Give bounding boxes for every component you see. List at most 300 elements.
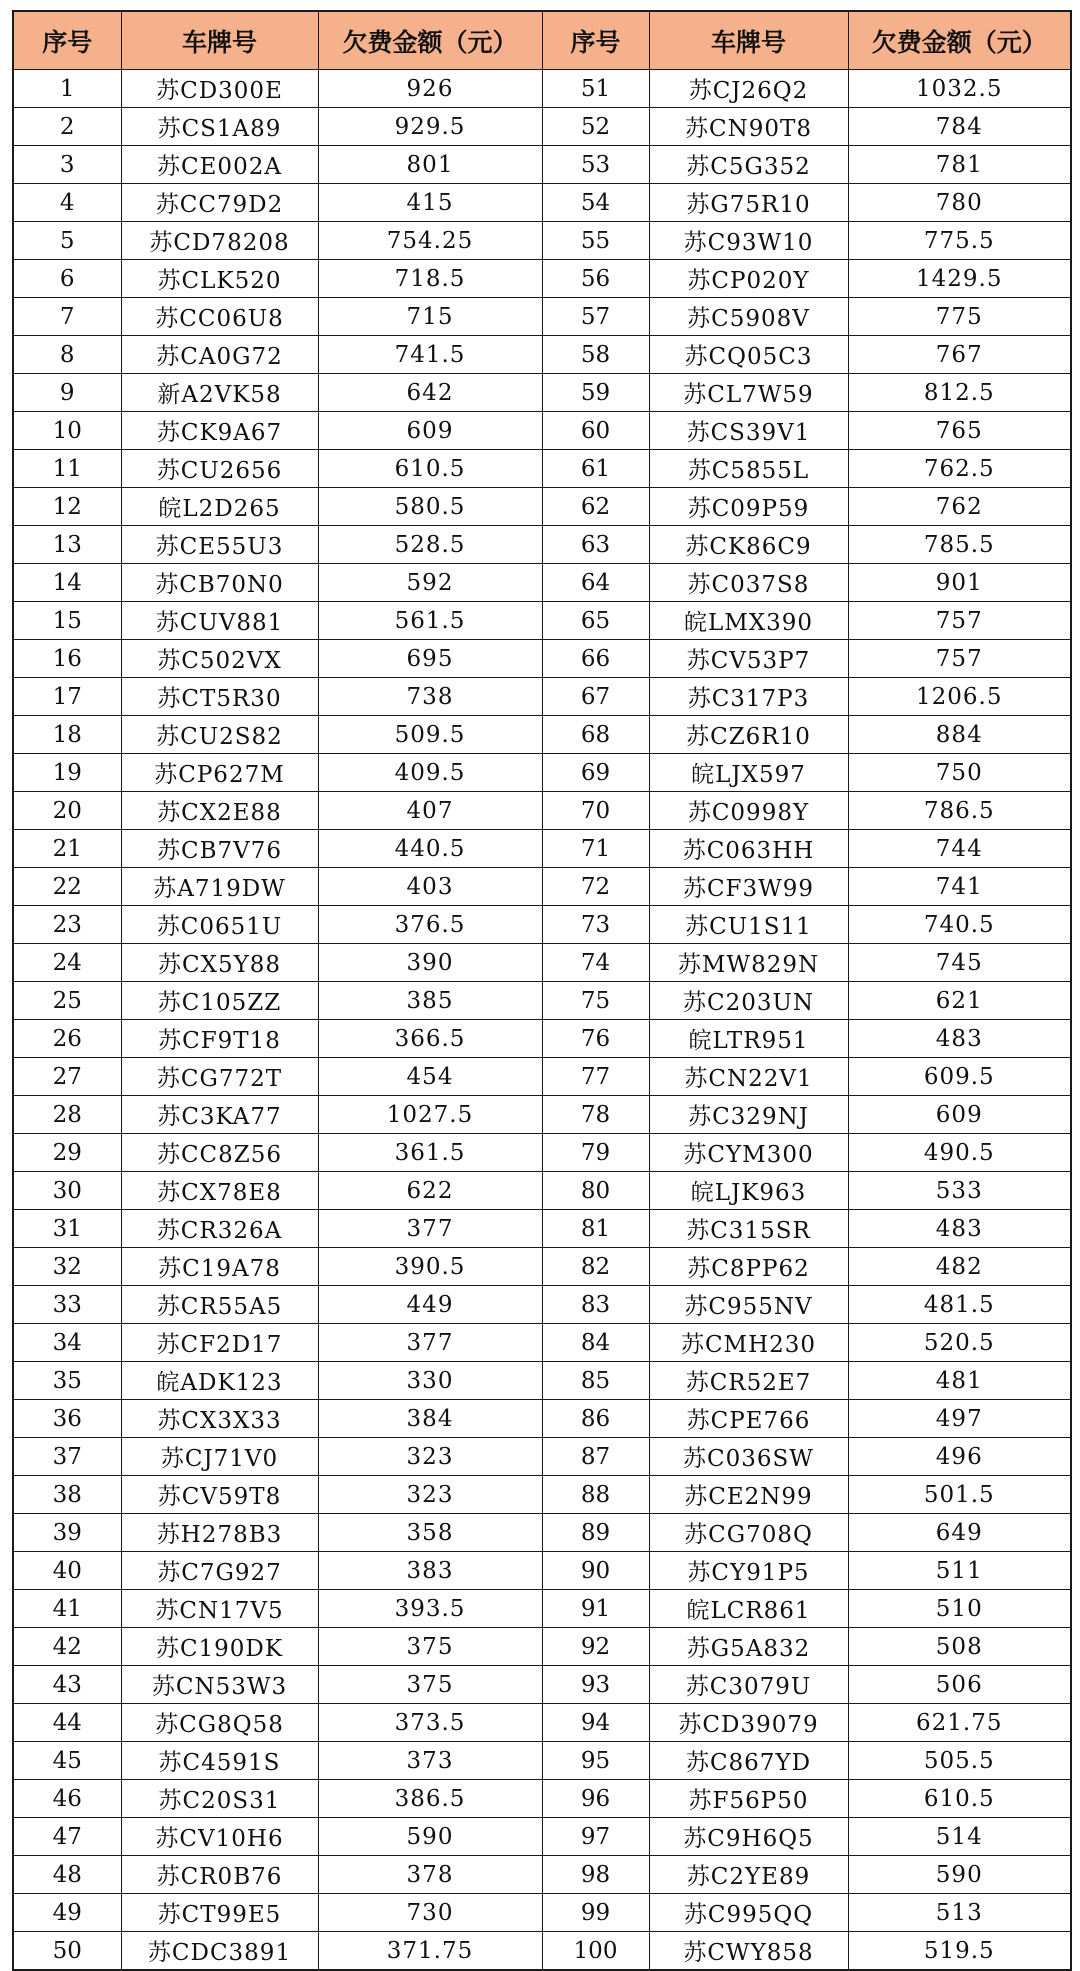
index-cell: 61 [542, 450, 649, 488]
table-row [13, 1438, 1071, 1476]
amount-cell: 738 [318, 678, 542, 716]
header-amount: 欠费金额（元） [848, 11, 1071, 70]
index-cell: 19 [13, 754, 121, 792]
index-cell: 96 [542, 1780, 649, 1818]
amount-cell: 762.5 [848, 450, 1071, 488]
plate-cell: 苏CX3X33 [121, 1400, 318, 1438]
plate-cell: 苏CN53W3 [121, 1666, 318, 1704]
amount-cell: 415 [318, 184, 542, 222]
index-cell: 59 [542, 374, 649, 412]
index-cell: 93 [542, 1666, 649, 1704]
plate-cell: 苏CC79D2 [121, 184, 318, 222]
plate-cell: 苏C329NJ [649, 1096, 848, 1134]
amount-cell: 929.5 [318, 108, 542, 146]
table-row [13, 1020, 1071, 1058]
plate-cell: 苏CX78E8 [121, 1172, 318, 1210]
amount-cell: 375 [318, 1666, 542, 1704]
plate-cell: 苏A719DW [121, 868, 318, 906]
amount-cell: 361.5 [318, 1134, 542, 1172]
table-row [13, 564, 1071, 602]
table-row [13, 944, 1071, 982]
plate-cell: 苏CX2E88 [121, 792, 318, 830]
amount-cell: 741.5 [318, 336, 542, 374]
index-cell: 75 [542, 982, 649, 1020]
plate-cell: 苏CPE766 [649, 1400, 848, 1438]
index-cell: 84 [542, 1324, 649, 1362]
index-cell: 11 [13, 450, 121, 488]
plate-cell: 苏C5G352 [649, 146, 848, 184]
table-row [13, 1818, 1071, 1856]
table-row [13, 412, 1071, 450]
plate-cell: 新A2VK58 [121, 374, 318, 412]
plate-cell: 皖LJK963 [649, 1172, 848, 1210]
amount-cell: 528.5 [318, 526, 542, 564]
index-cell: 72 [542, 868, 649, 906]
plate-cell: 苏C203UN [649, 982, 848, 1020]
plate-cell: 苏CE55U3 [121, 526, 318, 564]
plate-cell: 苏C3KA77 [121, 1096, 318, 1134]
amount-cell: 767 [848, 336, 1071, 374]
table-row [13, 1134, 1071, 1172]
amount-cell: 561.5 [318, 602, 542, 640]
index-cell: 32 [13, 1248, 121, 1286]
plate-cell: 苏CC8Z56 [121, 1134, 318, 1172]
table-row [13, 830, 1071, 868]
amount-cell: 1206.5 [848, 678, 1071, 716]
index-cell: 55 [542, 222, 649, 260]
plate-cell: 苏C315SR [649, 1210, 848, 1248]
index-cell: 82 [542, 1248, 649, 1286]
plate-cell: 苏CK86C9 [649, 526, 848, 564]
table-row [13, 1666, 1071, 1704]
plate-cell: 苏CA0G72 [121, 336, 318, 374]
plate-cell: 苏C0651U [121, 906, 318, 944]
plate-cell: 皖LMX390 [649, 602, 848, 640]
amount-cell: 781 [848, 146, 1071, 184]
index-cell: 83 [542, 1286, 649, 1324]
amount-cell: 386.5 [318, 1780, 542, 1818]
index-cell: 40 [13, 1552, 121, 1590]
amount-cell: 376.5 [318, 906, 542, 944]
amount-cell: 403 [318, 868, 542, 906]
plate-cell: 苏CU1S11 [649, 906, 848, 944]
amount-cell: 497 [848, 1400, 1071, 1438]
plate-cell: 苏CDC3891 [121, 1932, 318, 1971]
index-cell: 56 [542, 260, 649, 298]
plate-cell: 苏CR55A5 [121, 1286, 318, 1324]
index-cell: 58 [542, 336, 649, 374]
table-row [13, 1894, 1071, 1932]
amount-cell: 610.5 [848, 1780, 1071, 1818]
plate-cell: 苏C5855L [649, 450, 848, 488]
plate-cell: 苏CC06U8 [121, 298, 318, 336]
index-cell: 73 [542, 906, 649, 944]
amount-cell: 801 [318, 146, 542, 184]
arrears-table [12, 10, 1072, 1971]
index-cell: 18 [13, 716, 121, 754]
index-cell: 23 [13, 906, 121, 944]
plate-cell: 苏C20S31 [121, 1780, 318, 1818]
table-row [13, 1362, 1071, 1400]
amount-cell: 592 [318, 564, 542, 602]
index-cell: 68 [542, 716, 649, 754]
plate-cell: 苏CN90T8 [649, 108, 848, 146]
amount-cell: 520.5 [848, 1324, 1071, 1362]
amount-cell: 510 [848, 1590, 1071, 1628]
amount-cell: 323 [318, 1476, 542, 1514]
plate-cell: 苏CD39079 [649, 1704, 848, 1742]
index-cell: 91 [542, 1590, 649, 1628]
index-cell: 85 [542, 1362, 649, 1400]
amount-cell: 785.5 [848, 526, 1071, 564]
index-cell: 62 [542, 488, 649, 526]
plate-cell: 苏MW829N [649, 944, 848, 982]
index-cell: 9 [13, 374, 121, 412]
plate-cell: 苏C995QQ [649, 1894, 848, 1932]
plate-cell: 苏CR326A [121, 1210, 318, 1248]
table-row [13, 450, 1071, 488]
amount-cell: 750 [848, 754, 1071, 792]
amount-cell: 482 [848, 1248, 1071, 1286]
index-cell: 24 [13, 944, 121, 982]
plate-cell: 苏CR0B76 [121, 1856, 318, 1894]
table-row [13, 108, 1071, 146]
amount-cell: 330 [318, 1362, 542, 1400]
plate-cell: 苏CU2S82 [121, 716, 318, 754]
amount-cell: 393.5 [318, 1590, 542, 1628]
amount-cell: 780 [848, 184, 1071, 222]
index-cell: 20 [13, 792, 121, 830]
amount-cell: 481.5 [848, 1286, 1071, 1324]
table-row [13, 488, 1071, 526]
plate-cell: 皖L2D265 [121, 488, 318, 526]
index-cell: 99 [542, 1894, 649, 1932]
table-row [13, 1058, 1071, 1096]
index-cell: 6 [13, 260, 121, 298]
plate-cell: 苏CWY858 [649, 1932, 848, 1971]
index-cell: 12 [13, 488, 121, 526]
plate-cell: 苏CY91P5 [649, 1552, 848, 1590]
plate-cell: 苏C7G927 [121, 1552, 318, 1590]
plate-cell: 苏C105ZZ [121, 982, 318, 1020]
amount-cell: 407 [318, 792, 542, 830]
amount-cell: 496 [848, 1438, 1071, 1476]
amount-cell: 483 [848, 1210, 1071, 1248]
plate-cell: 苏CB7V76 [121, 830, 318, 868]
index-cell: 27 [13, 1058, 121, 1096]
table-row [13, 1096, 1071, 1134]
plate-cell: 苏CG708Q [649, 1514, 848, 1552]
index-cell: 17 [13, 678, 121, 716]
index-cell: 44 [13, 1704, 121, 1742]
plate-cell: 苏CD300E [121, 70, 318, 108]
index-cell: 94 [542, 1704, 649, 1742]
amount-cell: 757 [848, 602, 1071, 640]
plate-cell: 苏G5A832 [649, 1628, 848, 1666]
amount-cell: 609 [848, 1096, 1071, 1134]
amount-cell: 1032.5 [848, 70, 1071, 108]
index-cell: 46 [13, 1780, 121, 1818]
table-row [13, 1590, 1071, 1628]
plate-cell: 苏C09P59 [649, 488, 848, 526]
plate-cell: 苏F56P50 [649, 1780, 848, 1818]
plate-cell: 苏CQ05C3 [649, 336, 848, 374]
plate-cell: 苏CF2D17 [121, 1324, 318, 1362]
index-cell: 80 [542, 1172, 649, 1210]
index-cell: 25 [13, 982, 121, 1020]
index-cell: 76 [542, 1020, 649, 1058]
plate-cell: 苏CJ71V0 [121, 1438, 318, 1476]
amount-cell: 513 [848, 1894, 1071, 1932]
plate-cell: 苏CB70N0 [121, 564, 318, 602]
amount-cell: 745 [848, 944, 1071, 982]
amount-cell: 812.5 [848, 374, 1071, 412]
index-cell: 64 [542, 564, 649, 602]
index-cell: 43 [13, 1666, 121, 1704]
plate-cell: 皖ADK123 [121, 1362, 318, 1400]
index-cell: 28 [13, 1096, 121, 1134]
plate-cell: 苏CS39V1 [649, 412, 848, 450]
amount-cell: 1429.5 [848, 260, 1071, 298]
index-cell: 77 [542, 1058, 649, 1096]
index-cell: 14 [13, 564, 121, 602]
index-cell: 30 [13, 1172, 121, 1210]
plate-cell: 苏CV10H6 [121, 1818, 318, 1856]
amount-cell: 508 [848, 1628, 1071, 1666]
index-cell: 2 [13, 108, 121, 146]
index-cell: 22 [13, 868, 121, 906]
amount-cell: 642 [318, 374, 542, 412]
amount-cell: 383 [318, 1552, 542, 1590]
index-cell: 52 [542, 108, 649, 146]
index-cell: 31 [13, 1210, 121, 1248]
plate-cell: 苏C9H6Q5 [649, 1818, 848, 1856]
plate-cell: 苏CE002A [121, 146, 318, 184]
table-row [13, 1514, 1071, 1552]
table-row [13, 678, 1071, 716]
amount-cell: 323 [318, 1438, 542, 1476]
table-header [13, 11, 1071, 70]
table-row [13, 184, 1071, 222]
plate-cell: 苏CT5R30 [121, 678, 318, 716]
plate-cell: 苏C93W10 [649, 222, 848, 260]
index-cell: 60 [542, 412, 649, 450]
table-row [13, 1248, 1071, 1286]
amount-cell: 519.5 [848, 1932, 1071, 1971]
index-cell: 86 [542, 1400, 649, 1438]
plate-cell: 苏CD78208 [121, 222, 318, 260]
plate-cell: 苏CU2656 [121, 450, 318, 488]
amount-cell: 590 [848, 1856, 1071, 1894]
amount-cell: 784 [848, 108, 1071, 146]
index-cell: 15 [13, 602, 121, 640]
index-cell: 13 [13, 526, 121, 564]
index-cell: 34 [13, 1324, 121, 1362]
table-row [13, 754, 1071, 792]
amount-cell: 762 [848, 488, 1071, 526]
plate-cell: 苏CMH230 [649, 1324, 848, 1362]
amount-cell: 621.75 [848, 1704, 1071, 1742]
plate-cell: 苏C19A78 [121, 1248, 318, 1286]
index-cell: 71 [542, 830, 649, 868]
amount-cell: 390 [318, 944, 542, 982]
plate-cell: 苏C3079U [649, 1666, 848, 1704]
index-cell: 10 [13, 412, 121, 450]
index-cell: 88 [542, 1476, 649, 1514]
amount-cell: 373 [318, 1742, 542, 1780]
table-row [13, 1704, 1071, 1742]
amount-cell: 754.25 [318, 222, 542, 260]
index-cell: 49 [13, 1894, 121, 1932]
index-cell: 81 [542, 1210, 649, 1248]
amount-cell: 590 [318, 1818, 542, 1856]
plate-cell: 苏CN17V5 [121, 1590, 318, 1628]
table-row [13, 1172, 1071, 1210]
plate-cell: 苏CP627M [121, 754, 318, 792]
amount-cell: 490.5 [848, 1134, 1071, 1172]
amount-cell: 377 [318, 1324, 542, 1362]
amount-cell: 609 [318, 412, 542, 450]
table-row [13, 1476, 1071, 1514]
plate-cell: 苏C037S8 [649, 564, 848, 602]
plate-cell: 苏G75R10 [649, 184, 848, 222]
plate-cell: 苏CP020Y [649, 260, 848, 298]
table-row [13, 146, 1071, 184]
index-cell: 41 [13, 1590, 121, 1628]
index-cell: 38 [13, 1476, 121, 1514]
table-row [13, 1856, 1071, 1894]
table-row [13, 868, 1071, 906]
plate-cell: 苏CR52E7 [649, 1362, 848, 1400]
index-cell: 16 [13, 640, 121, 678]
index-cell: 35 [13, 1362, 121, 1400]
amount-cell: 373.5 [318, 1704, 542, 1742]
plate-cell: 苏CJ26Q2 [649, 70, 848, 108]
plate-cell: 苏C4591S [121, 1742, 318, 1780]
plate-cell: 苏C955NV [649, 1286, 848, 1324]
plate-cell: 苏CS1A89 [121, 108, 318, 146]
index-cell: 51 [542, 70, 649, 108]
index-cell: 79 [542, 1134, 649, 1172]
amount-cell: 511 [848, 1552, 1071, 1590]
index-cell: 50 [13, 1932, 121, 1971]
amount-cell: 926 [318, 70, 542, 108]
index-cell: 74 [542, 944, 649, 982]
table-row [13, 906, 1071, 944]
plate-cell: 苏CUV881 [121, 602, 318, 640]
plate-cell: 苏C190DK [121, 1628, 318, 1666]
table-row [13, 982, 1071, 1020]
plate-cell: 苏CG772T [121, 1058, 318, 1096]
table-body [13, 70, 1071, 1971]
table-row [13, 222, 1071, 260]
plate-cell: 苏C2YE89 [649, 1856, 848, 1894]
index-cell: 53 [542, 146, 649, 184]
amount-cell: 366.5 [318, 1020, 542, 1058]
index-cell: 45 [13, 1742, 121, 1780]
index-cell: 3 [13, 146, 121, 184]
plate-cell: 苏C036SW [649, 1438, 848, 1476]
plate-cell: 苏CF3W99 [649, 868, 848, 906]
table-row [13, 1210, 1071, 1248]
index-cell: 95 [542, 1742, 649, 1780]
amount-cell: 481 [848, 1362, 1071, 1400]
amount-cell: 740.5 [848, 906, 1071, 944]
plate-cell: 苏C063HH [649, 830, 848, 868]
table-row [13, 298, 1071, 336]
amount-cell: 440.5 [318, 830, 542, 868]
amount-cell: 775 [848, 298, 1071, 336]
table-row [13, 1742, 1071, 1780]
amount-cell: 649 [848, 1514, 1071, 1552]
index-cell: 100 [542, 1932, 649, 1971]
table-row [13, 260, 1071, 298]
amount-cell: 610.5 [318, 450, 542, 488]
plate-cell: 苏CX5Y88 [121, 944, 318, 982]
amount-cell: 454 [318, 1058, 542, 1096]
index-cell: 1 [13, 70, 121, 108]
index-cell: 67 [542, 678, 649, 716]
amount-cell: 901 [848, 564, 1071, 602]
amount-cell: 695 [318, 640, 542, 678]
amount-cell: 621 [848, 982, 1071, 1020]
plate-cell: 苏H278B3 [121, 1514, 318, 1552]
amount-cell: 775.5 [848, 222, 1071, 260]
amount-cell: 715 [318, 298, 542, 336]
amount-cell: 622 [318, 1172, 542, 1210]
amount-cell: 509.5 [318, 716, 542, 754]
header-plate: 车牌号 [121, 11, 318, 70]
index-cell: 69 [542, 754, 649, 792]
plate-cell: 苏CV59T8 [121, 1476, 318, 1514]
index-cell: 78 [542, 1096, 649, 1134]
plate-cell: 苏CL7W59 [649, 374, 848, 412]
plate-cell: 苏C5908V [649, 298, 848, 336]
header-row [13, 11, 1071, 70]
plate-cell: 苏CN22V1 [649, 1058, 848, 1096]
index-cell: 66 [542, 640, 649, 678]
index-cell: 92 [542, 1628, 649, 1666]
index-cell: 90 [542, 1552, 649, 1590]
plate-cell: 苏C502VX [121, 640, 318, 678]
plate-cell: 苏C317P3 [649, 678, 848, 716]
index-cell: 57 [542, 298, 649, 336]
index-cell: 5 [13, 222, 121, 260]
index-cell: 33 [13, 1286, 121, 1324]
amount-cell: 741 [848, 868, 1071, 906]
index-cell: 65 [542, 602, 649, 640]
amount-cell: 609.5 [848, 1058, 1071, 1096]
table-row [13, 336, 1071, 374]
index-cell: 87 [542, 1438, 649, 1476]
amount-cell: 384 [318, 1400, 542, 1438]
index-cell: 29 [13, 1134, 121, 1172]
table-row [13, 1286, 1071, 1324]
amount-cell: 449 [318, 1286, 542, 1324]
index-cell: 42 [13, 1628, 121, 1666]
amount-cell: 371.75 [318, 1932, 542, 1971]
index-cell: 48 [13, 1856, 121, 1894]
index-cell: 54 [542, 184, 649, 222]
amount-cell: 409.5 [318, 754, 542, 792]
amount-cell: 506 [848, 1666, 1071, 1704]
plate-cell: 苏C0998Y [649, 792, 848, 830]
index-cell: 26 [13, 1020, 121, 1058]
index-cell: 70 [542, 792, 649, 830]
plate-cell: 皖LTR951 [649, 1020, 848, 1058]
plate-cell: 苏C867YD [649, 1742, 848, 1780]
index-cell: 97 [542, 1818, 649, 1856]
